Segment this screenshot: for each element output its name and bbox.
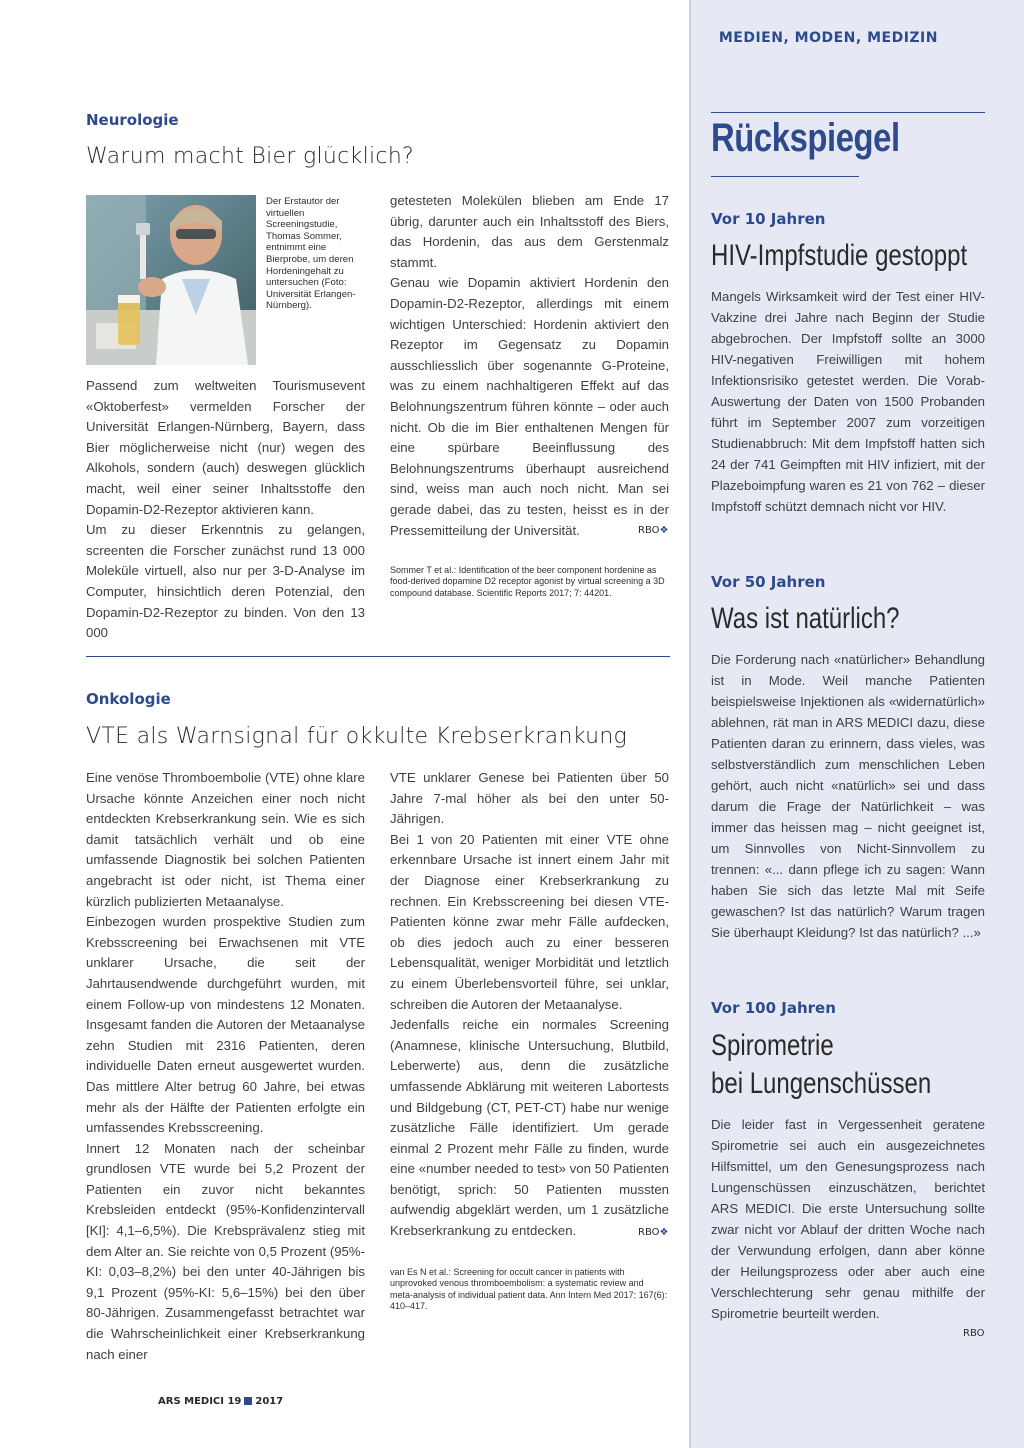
article1-headline: Warum macht Bier glücklich? bbox=[86, 144, 415, 169]
article2-reference: van Es N et al.: Screening for occult cancer in patients with unprovoked venous thromboembolism: a systematic review and meta-analysis of individual patient data. Ann Intern Med 2017; 167(6): 410–417. bbox=[390, 1267, 668, 1312]
article1-photo bbox=[86, 195, 256, 365]
section-header-tag: MEDIEN, MODEN, MEDIZIN bbox=[718, 30, 938, 46]
article2-signature-text: RBO bbox=[638, 1227, 660, 1238]
sidebar-item-3-body: Die leider fast in Vergessenheit geratene Spirometrie sei auch ein ausgezeichnetes Hilfsmittel, um den Genesungsprozess nach Lungenschüssen einzuschätzen, berichtet ARS MEDICI. Die erste Untersuchung sollte zwar nicht vor Ablauf der dritten Woche nach der Verwundung erfolgen, dann aber könne der Heilungsprozess oder aber auch eine Verschlechterung sehr genau mithilfe der Spirometrie beurteilt werden. bbox=[711, 1117, 985, 1321]
sidebar-item-3-headline-line-2: bei Lungenschüssen bbox=[711, 1067, 932, 1100]
article2-col2-paragraph-1: VTE unklarer Genese bei Patienten über 50 Jahre 7-mal höher als bei den unter 50-Jährigen. bbox=[390, 770, 669, 827]
article2-column-1 bbox=[86, 768, 365, 1365]
article1-signature-text: RBO bbox=[638, 525, 660, 536]
article2-signature bbox=[638, 1227, 668, 1238]
article1-column-2 bbox=[390, 191, 669, 541]
article1-signature bbox=[638, 525, 668, 536]
sidebar-item-2-headline: Was ist natürlich? bbox=[711, 602, 900, 635]
article1-column-1 bbox=[86, 376, 365, 644]
sidebar-title: Rückspiegel bbox=[711, 116, 900, 160]
article2-col1-paragraph-3: Innert 12 Monaten nach der scheinbar grundlosen VTE wurde bei 5,2 Prozent der Patienten ein zuvor nicht bekanntes Krebsleiden entdeckt (95%-Konfidenzintervall [KI]: 4,1–6,5%). Die Krebsprävalenz stieg mit dem Alter an. Sie reichte von 0,5 Prozent (95%-KI: 0,03–8,2%) bei den unter 40-Jährigen bis 9,1 Prozent (95%-KI: 5,6–15%) bei den über 80-Jährigen. Zusammengefasst betrachtet war die Wahrscheinlichkeit einer Krebserkrankung nach einer bbox=[86, 1140, 365, 1362]
lab-researcher-image bbox=[86, 195, 256, 365]
article2-col2-paragraph-3: Jedenfalls reiche ein normales Screening (Anamnese, klinische Untersuchung, Blutbild, Leberwerte) aus, denn die zusätzliche umfassende Abklärung mit weiteren Labortests und Bildgebung (CT, PET-CT) habe nur wenige zusätzliche Fälle identifiziert. Um gerade einmal 2 Prozent mehr Fälle zu finden, wurde eine «number needed to test» von 50 Patienten benötigt, sprich: 50 Patienten mussten aufwendig abgeklärt werden, um 1 zusätzliche Krebserkrankung zu entdecken. bbox=[390, 1017, 669, 1239]
article1-section-label: Neurologie bbox=[86, 111, 179, 129]
end-mark-icon: ❖ bbox=[659, 1227, 669, 1238]
footer-year: 2017 bbox=[255, 1396, 284, 1407]
article1-col1-paragraph-2: Um zu dieser Erkenntnis zu gelangen, screenten die Forscher zunächst rund 13 000 Moleküle virtuell, also nur per 3-D-Analyse im Computer, hinsichtlich deren Potenzial, den Dopamin-D2-Rezeptor zu binden. Von den 13 000 bbox=[86, 522, 365, 641]
article2-col1-paragraph-1: Eine venöse Thromboembolie (VTE) ohne klare Ursache könnte Anzeichen einer noch nicht entdeckten Krebserkrankung sein. Wie es sich damit tatsächlich verhält und ob eine umfassende Diagnostik bei solchen Patienten angebracht ist oder nicht, ist Thema einer kürzlich publizierten Metaanalyse. bbox=[86, 770, 365, 909]
sidebar-item-3-label: Vor 100 Jahren bbox=[711, 999, 836, 1017]
article2-section-label: Onkologie bbox=[86, 690, 171, 708]
sidebar-item-1-label: Vor 10 Jahren bbox=[711, 210, 826, 228]
article1-photo-caption: Der Erstautor der virtuellen Screeningstudie, Thomas Sommer, entnimmt eine Bierprobe, um deren Hordeningehalt zu untersuchen (Foto: Universität Erlangen-Nürnberg). bbox=[266, 196, 356, 312]
article2-column-2 bbox=[390, 768, 669, 1242]
footer-publication: ARS MEDICI 19 bbox=[158, 1396, 242, 1407]
article2-col1-paragraph-2: Einbezogen wurden prospektive Studien zum Krebsscreening bei Erwachsenen mit VTE unklarer Ursache, die seit der Jahrtausendwende durchgeführt wurden, mit einem Follow-up von mindestens 12 Monaten. Insgesamt fanden die Autoren der Metaanalyse zehn Studien mit 2316 Patienten, deren individuelle Daten erneut ausgewertet wurden. Das mittlere Alter betrug 60 Jahre, bei etwas mehr als der Hälfte der Patienten erfolgte ein umfassendes Krebsscreening. bbox=[86, 914, 365, 1136]
footer-square-icon bbox=[244, 1397, 252, 1405]
article1-col2-paragraph-2: Genau wie Dopamin aktiviert Hordenin den Dopamin-D2-Rezeptor, allerdings mit einem wichtigen Unterschied: Hordenin aktiviert den Rezeptor im Gegensatz zu Dopamin ausschliesslich über sogenannte G-Proteine, was zu einem nachhaltigeren Effekt auf das Belohnungszentrum führen könnte – oder auch nicht. Ob die im Bier enthaltenen Mengen für eine spürbare Beeinflussung des Belohnungszentrums überhaupt ausreichend sind, weiss man auch noch nicht. Man sei gerade dabei, das zu testen, heisst es in der Pressemitteilung der Universität. bbox=[390, 275, 669, 538]
sidebar-item-2-label: Vor 50 Jahren bbox=[711, 573, 826, 591]
sidebar-item-1-headline: HIV-Impfstudie gestoppt bbox=[711, 239, 968, 272]
sidebar-title-underline bbox=[711, 176, 859, 177]
sidebar-item-2-body: Die Forderung nach «natürlicher» Behandlung ist in Mode. Weil manche Patienten beispielsweise Injektionen als «widernatürlich» ablehnen, rät man in ARS MEDICI dazu, diese Patienten daran zu erinnern, dass vieles, was selbstverständlich zum menschlichen Leben gehört, auch nicht «natürlich» sei und dass darum die Frage der Natürlichkeit – was immer das heissen mag – nicht geeignet ist, um Sinnvolles von Nicht-Sinnvollem zu trennen: «... dann pflege ich zu sagen: Wann haben Sie sich das letzte Mal mit Seife gewaschen? Ist das natürlich? Warum tragen Sie überhaupt Kleidung? Ist das natürlich? ...» bbox=[711, 652, 985, 940]
article1-reference: Sommer T et al.: Identification of the beer component hordenine as food-derived dopamine D2 receptor agonist by virtual screening a 3D compound database. Scientific Reports 2017; 7: 44201. bbox=[390, 565, 665, 598]
page-footer bbox=[158, 1396, 283, 1407]
article1-col2-paragraph-1: getesteten Molekülen blieben am Ende 17 übrig, darunter auch ein Inhaltsstoff des Biers, das Hordenin, das aus dem Gerstenmalz stammt. bbox=[390, 193, 669, 270]
article2-col2-paragraph-2: Bei 1 von 20 Patienten mit einer VTE ohne erkennbare Ursache ist innert einem Jahr mit der Diagnose einer Krebserkrankung zu rechnen. Ein Krebsscreening bei diesen VTE-Patienten könne zwar mehr Fälle aufdecken, ob dies jedoch auch zu einer besseren Lebensqualität, weniger Morbidität und letztlich zu einem Überlebensvorteil führe, sei unklar, schreiben die Autoren der Metaanalyse. bbox=[390, 831, 669, 1012]
sidebar-item-3-headline-line-1: Spirometrie bbox=[711, 1029, 834, 1062]
article1-col1-paragraph-1: Passend zum weltweiten Tourismusevent «Oktoberfest» vermelden Forscher der Universität Erlangen-Nürnberg, Bayern, dass Bier möglicherweise nicht (nur) wegen des Alkohols, sondern (auch) deswegen glücklich macht, weil einer seiner Inhaltsstoffe den Dopamin-D2-Rezeptor aktivieren kann. bbox=[86, 378, 365, 517]
sidebar-top-rule bbox=[711, 112, 985, 113]
article2-headline: VTE als Warnsignal für okkulte Krebserkrankung bbox=[86, 724, 628, 749]
end-mark-icon: ❖ bbox=[659, 525, 669, 536]
sidebar-item-1-body: Mangels Wirksamkeit wird der Test einer HIV-Vakzine drei Jahre nach Beginn der Studie abgebrochen. Der Impfstoff sollte an 3000 HIV-negativen Freiwilligen mit hohem Infektionsrisiko getestet werden. Die Vorab-Auswertung der Daten von 1500 Probanden führt im September 2007 zum vorzeitigen Studienabbruch: Mit dem Impfstoff hatten sich 24 der 741 Geimpften mit HIV infiziert, mit der Plazeboimpfung waren es 21 von 762 – dieser Impfstoff schützt demnach nicht vor HIV. bbox=[711, 289, 985, 514]
sidebar-item-3-signature: RBO bbox=[963, 1328, 985, 1339]
article-divider bbox=[86, 656, 670, 657]
